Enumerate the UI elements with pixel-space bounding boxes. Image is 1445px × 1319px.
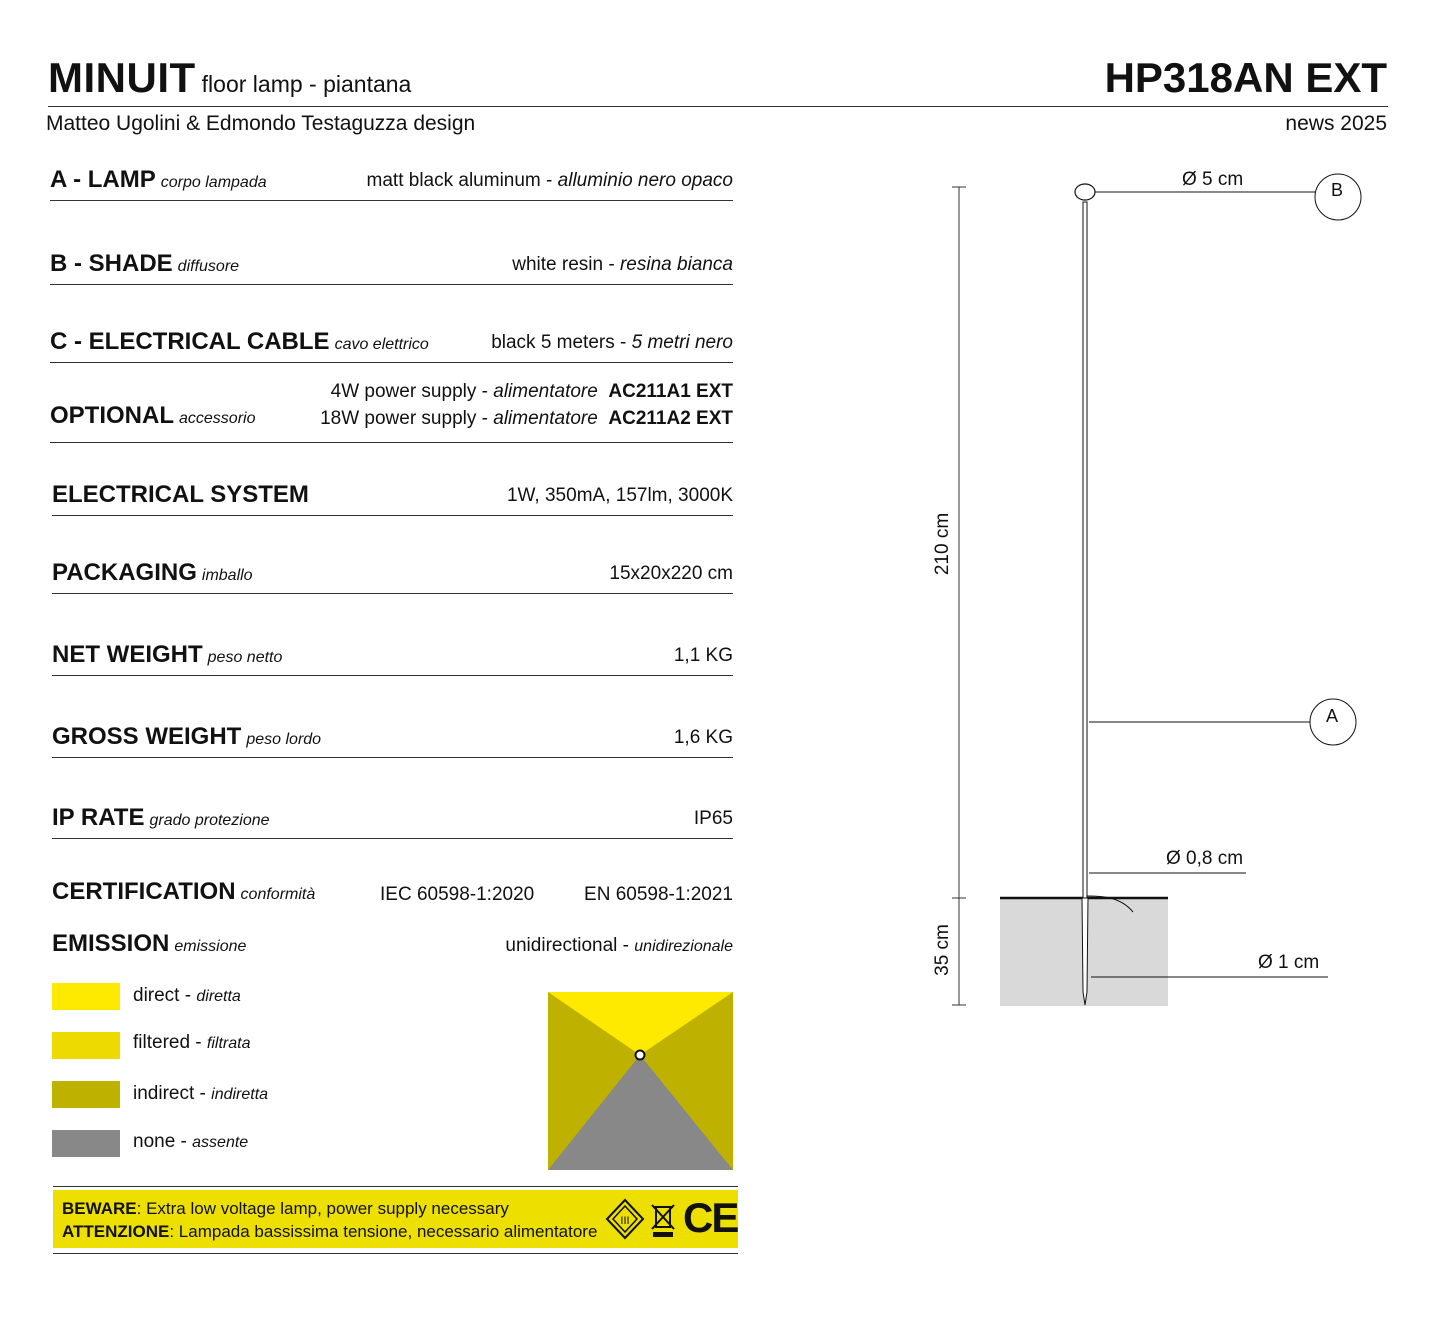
optional-code: AC211A2 EXT <box>608 408 733 429</box>
legend-swatch-indirect <box>52 1081 120 1108</box>
spec-value: IP65 <box>693 808 733 829</box>
spec-value-it: alluminio nero opaco <box>557 170 733 191</box>
spec-label: C - ELECTRICAL CABLE <box>50 328 330 355</box>
spec-row-optional <box>50 370 733 443</box>
spec-row-lamp <box>50 150 733 201</box>
spec-label: EMISSION <box>52 930 170 957</box>
emission-diagram <box>548 992 733 1170</box>
spec-label: A - LAMP <box>50 166 156 193</box>
spec-value: white resin - <box>512 254 620 275</box>
callout-a-label: A <box>1326 706 1339 726</box>
beware-box <box>53 1190 738 1248</box>
lamp-technical-drawing <box>780 160 1400 1030</box>
lamp-spike <box>1082 898 1088 1005</box>
lamp-stem <box>1083 202 1087 902</box>
spec-label-it: accessorio <box>179 410 256 427</box>
spec-row-electrical <box>52 465 733 516</box>
spec-value: 1,6 KG <box>673 727 733 748</box>
optional-line-1 <box>320 378 733 405</box>
certification-iec: IEC 60598-1:2020 <box>380 884 535 905</box>
optional-text: 18W power supply - <box>320 408 494 429</box>
legend-label-none: none - assente <box>133 1131 249 1152</box>
spec-value: black 5 meters - <box>491 332 632 353</box>
spec-label-it: corpo lampada <box>160 174 267 191</box>
spec-label-it: diffusore <box>177 258 240 275</box>
spec-value: 1W, 350mA, 157lm, 3000K <box>506 485 733 506</box>
designers: Matteo Ugolini & Edmondo Testaguzza design <box>46 112 476 135</box>
optional-line-2 <box>320 405 733 432</box>
spec-label: ELECTRICAL SYSTEM <box>52 481 309 508</box>
spec-row-certification <box>52 876 733 912</box>
callout-b-label: B <box>1331 180 1344 200</box>
spec-label: IP RATE <box>52 804 145 831</box>
weee-bin-icon <box>649 1202 677 1238</box>
beware-it: ATTENZIONE: Lampada bassissima tensione, necessario alimentatore <box>62 1222 598 1241</box>
spec-label-it: peso lordo <box>246 731 322 748</box>
spec-row-shade <box>50 232 733 285</box>
edition: news 2025 <box>1285 112 1387 135</box>
spec-label-it: emissione <box>174 938 247 955</box>
spec-value-it: unidirezionale <box>634 938 733 955</box>
optional-text-it: alimentatore <box>493 408 598 429</box>
legend-swatch-filtered <box>52 1032 120 1059</box>
optional-text: 4W power supply - <box>330 381 494 402</box>
optional-text-it: alimentatore <box>493 381 598 402</box>
spec-row-emission <box>52 928 733 964</box>
spec-label-it: conformità <box>240 886 316 903</box>
spec-label-it: grado protezione <box>149 812 270 829</box>
beware-en: BEWARE: Extra low voltage lamp, power supply necessary <box>62 1199 509 1218</box>
spec-value: 1,1 KG <box>673 645 733 666</box>
spec-row-ip-rate <box>52 785 733 839</box>
ground-height-label: 35 cm <box>932 924 953 976</box>
shade-diameter-label: Ø 5 cm <box>1182 169 1244 190</box>
legend-swatch-none <box>52 1130 120 1157</box>
spec-value-it: 5 metri nero <box>631 332 733 353</box>
spec-label: B - SHADE <box>50 250 173 277</box>
beware-rule-top <box>53 1186 738 1187</box>
spec-row-cable <box>50 312 733 363</box>
stem-diameter-label: Ø 0,8 cm <box>1166 848 1244 869</box>
product-name: MINUIT <box>48 54 196 101</box>
spec-label-it: imballo <box>201 567 253 584</box>
spec-value-it: resina bianca <box>619 254 733 275</box>
legend-label-filtered: filtered - filtrata <box>133 1032 251 1053</box>
spec-label-it: cavo elettrico <box>334 336 429 353</box>
spec-label: GROSS WEIGHT <box>52 723 242 750</box>
light-source-icon <box>636 1051 645 1060</box>
spec-row-packaging <box>52 545 733 594</box>
class-iii-text: III <box>620 1215 630 1227</box>
beware-rule-bottom <box>53 1253 738 1254</box>
legend-swatch-direct <box>52 983 120 1010</box>
spec-label-it: peso netto <box>207 649 283 666</box>
product-title <box>48 54 411 102</box>
class-iii-icon <box>605 1198 645 1240</box>
header-divider <box>48 106 1388 107</box>
spec-value: 15x20x220 cm <box>609 563 733 584</box>
spec-label: OPTIONAL <box>50 402 174 429</box>
product-type: floor lamp - piantana <box>201 71 412 97</box>
spec-value: matt black aluminum - <box>366 170 558 191</box>
optional-code: AC211A1 EXT <box>608 381 733 402</box>
spec-row-gross-weight <box>52 705 733 758</box>
lamp-shade <box>1075 184 1095 200</box>
legend-label-indirect: indirect - indiretta <box>133 1083 269 1104</box>
total-height-label: 210 cm <box>932 512 953 576</box>
spike-diameter-label: Ø 1 cm <box>1258 952 1320 973</box>
product-code: HP318AN EXT <box>1104 54 1387 101</box>
spec-label: PACKAGING <box>52 559 197 586</box>
certification-en: EN 60598-1:2021 <box>584 884 733 905</box>
legend-label-direct: direct - diretta <box>133 985 241 1006</box>
ce-mark-icon: CE <box>683 1194 738 1241</box>
spec-value: unidirectional - <box>505 935 635 956</box>
spec-label: NET WEIGHT <box>52 641 203 668</box>
spec-row-net-weight <box>52 625 733 676</box>
spec-label: CERTIFICATION <box>52 878 236 905</box>
